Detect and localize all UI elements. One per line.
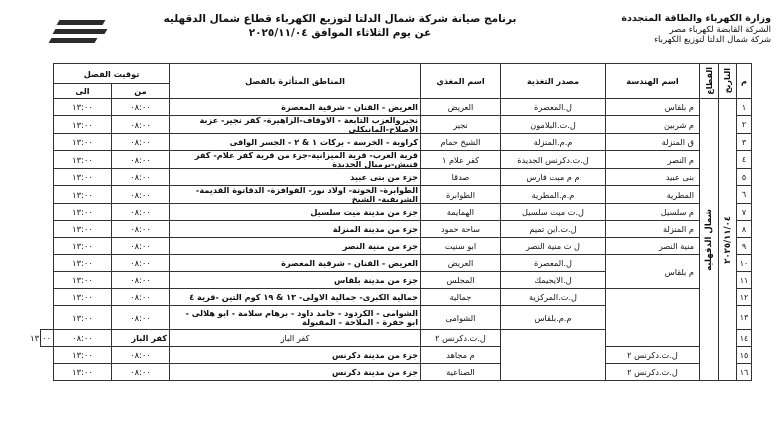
time-to-cell: ١٣:٠٠ bbox=[53, 238, 111, 255]
feed-source-cell: م م ميت فارس bbox=[501, 169, 606, 186]
time-from-cell: ٠٨:٠٠ bbox=[112, 99, 170, 116]
table-row bbox=[41, 238, 752, 255]
feeder-cell: الشوامى bbox=[421, 306, 501, 330]
time-from-cell: ٠٨:٠٠ bbox=[112, 186, 170, 204]
time-to-cell: ١٣:٠٠ bbox=[53, 289, 111, 306]
time-to-cell: ١٣:٠٠ bbox=[53, 221, 111, 238]
feed-source-cell: ل.ت.ابن تميم bbox=[501, 221, 606, 238]
feeder-cell: كفر علام ١ bbox=[421, 151, 501, 169]
feed-source-cell: ل.ت ميت سلسيل bbox=[501, 204, 606, 221]
row-number: ١٣ bbox=[737, 306, 752, 330]
time-from-cell: ٠٨:٠٠ bbox=[112, 347, 170, 364]
table-row bbox=[41, 116, 752, 134]
time-to-cell: ١٣:٠٠ bbox=[41, 330, 54, 347]
col-header-engineering: اسم الهندسة bbox=[606, 64, 700, 99]
feeder-cell: كفر الباز bbox=[170, 330, 421, 347]
row-number: ١١ bbox=[737, 272, 752, 289]
feeder-cell: ابو سنيت bbox=[421, 238, 501, 255]
engineering-cell: م سلسيل bbox=[606, 204, 700, 221]
feed-source-cell: ل.المعصرة bbox=[501, 255, 606, 272]
col-header-sector: القطاع bbox=[700, 64, 719, 99]
feed-source-cell: ل.ت.دكرنس ٢ bbox=[606, 364, 700, 381]
feed-source-cell: ل ت منية النصر bbox=[501, 238, 606, 255]
org-line-1: وزارة الكهرباء والطاقة المتجددة bbox=[621, 13, 771, 24]
affected-areas-cell: الشوامى - الكردود - حامد داود - برهام سلامة - ابو هلالى - ابو حفرة - الملاحة - المقبولة bbox=[170, 306, 421, 330]
time-to-cell: ١٣:٠٠ bbox=[53, 186, 111, 204]
table-row bbox=[41, 204, 752, 221]
row-number: ٦ bbox=[737, 186, 752, 204]
row-number: ٤ bbox=[737, 151, 752, 169]
title-line-1: برنامج صيانة شركة شمال الدلتا لتوزيع الكهرباء قطاع شمال الدقهليه bbox=[163, 13, 517, 25]
col-header-feeder: اسم المغذي bbox=[421, 64, 501, 99]
row-number: ١٥ bbox=[737, 347, 752, 364]
time-from-cell: ٠٨:٠٠ bbox=[112, 134, 170, 151]
engineering-cell: م بلقاس bbox=[606, 255, 700, 289]
table-row bbox=[41, 347, 752, 364]
maintenance-schedule-table bbox=[30, 63, 752, 381]
time-to-cell: ١٣:٠٠ bbox=[53, 255, 111, 272]
row-number: ٣ bbox=[737, 134, 752, 151]
affected-areas-cell: جزء من منية النصر bbox=[170, 238, 421, 255]
sector-cell bbox=[700, 99, 719, 381]
affected-areas-cell: العريض - القنان - شرقية المعصرة bbox=[170, 99, 421, 116]
feeder-cell: جمالية bbox=[421, 289, 501, 306]
affected-areas-cell: جزء من مدينة دكرنس bbox=[170, 347, 421, 364]
feeder-cell: العريض bbox=[421, 99, 501, 116]
affected-areas-cell: نجيروالعزب التابعة - الاوقاف-الزاهيرة- كفر نجير- عزبة الاصلاح-المانيكلى bbox=[170, 116, 421, 134]
time-from-cell: ٠٨:٠٠ bbox=[112, 255, 170, 272]
affected-areas-cell: كراوية - الخرسة - بركات ١ & ٢ - الجسر الواقى bbox=[170, 134, 421, 151]
table-row bbox=[41, 169, 752, 186]
feed-source-cell: ل.ت.دكرنس ٢ bbox=[606, 347, 700, 364]
date-cell bbox=[719, 99, 737, 381]
affected-areas-cell: الطوابرة- الحوتة- اولاد نور- الفوافزة- الدقاتوة القديمة- الشريفية- الشيخ bbox=[170, 186, 421, 204]
organization-block bbox=[591, 14, 771, 46]
feed-source-cell: ل.الايجيمك bbox=[501, 272, 606, 289]
row-number: ٢ bbox=[737, 116, 752, 134]
col-header-date: التاريخ bbox=[719, 64, 737, 99]
time-to-cell: ١٣:٠٠ bbox=[53, 347, 111, 364]
time-to-cell: ١٣:٠٠ bbox=[53, 151, 111, 169]
feed-source-cell: م.م.المنزلة bbox=[501, 134, 606, 151]
feed-source-cell: ل.ت.دكرنس الجديدة bbox=[501, 151, 606, 169]
company-logo bbox=[52, 16, 122, 50]
row-number: ١ bbox=[737, 99, 752, 116]
engineering-cell: م شربين bbox=[606, 116, 700, 134]
feeder-cell: م مجاهد bbox=[421, 347, 501, 364]
title-line-2: عن يوم الثلاثاء الموافق ٢٠٢٥/١١/٠٤ bbox=[248, 27, 432, 39]
engineering-cell: م المنزلة bbox=[606, 221, 700, 238]
time-to-cell: ١٣:٠٠ bbox=[53, 99, 111, 116]
time-to-cell: ١٣:٠٠ bbox=[53, 134, 111, 151]
time-from-cell: ٠٨:٠٠ bbox=[112, 204, 170, 221]
document-title bbox=[150, 12, 530, 40]
time-from-cell: ٠٨:٠٠ bbox=[112, 289, 170, 306]
affected-areas-cell: جزء من مدينة بلقاس bbox=[170, 272, 421, 289]
feeder-cell: ساحة حمود bbox=[421, 221, 501, 238]
affected-areas-cell: كفر الباز bbox=[112, 330, 170, 347]
row-number: ٥ bbox=[737, 169, 752, 186]
affected-areas-cell: جزء من مدينة دكرنس bbox=[170, 364, 421, 381]
feed-source-cell: ل.ت.دكرنس ٢ bbox=[421, 330, 501, 347]
feeder-cell: نجير bbox=[421, 116, 501, 134]
feeder-cell: الهمايمة bbox=[421, 204, 501, 221]
time-from-cell: ٠٨:٠٠ bbox=[112, 238, 170, 255]
time-from-cell: ٠٨:٠٠ bbox=[112, 169, 170, 186]
col-header-from: من bbox=[112, 84, 170, 99]
affected-areas-cell: جمالية الكبرى- جمالية الاولى- ١٣ & ١٩ كوم التين -قرية ٤ bbox=[170, 289, 421, 306]
time-to-cell: ١٣:٠٠ bbox=[53, 306, 111, 330]
engineering-cell: م بلقاس bbox=[606, 99, 700, 116]
feed-source-cell: ل.المعصرة bbox=[501, 99, 606, 116]
table-row bbox=[41, 134, 752, 151]
time-to-cell: ١٣:٠٠ bbox=[53, 204, 111, 221]
engineering-cell: بنى عبيد bbox=[606, 169, 700, 186]
engineering-cell: ق المنزلة bbox=[606, 134, 700, 151]
time-from-cell: ٠٨:٠٠ bbox=[112, 151, 170, 169]
row-number: ٧ bbox=[737, 204, 752, 221]
feed-source-cell: ل.ت.المركزية bbox=[501, 289, 606, 306]
time-from-cell: ٠٨:٠٠ bbox=[112, 364, 170, 381]
time-from-cell: ٠٨:٠٠ bbox=[112, 272, 170, 289]
time-to-cell: ١٣:٠٠ bbox=[53, 169, 111, 186]
table-row bbox=[41, 221, 752, 238]
engineering-cell bbox=[606, 289, 700, 347]
row-number: ١٦ bbox=[737, 364, 752, 381]
feeder-cell: الصناعية bbox=[421, 364, 501, 381]
affected-areas-cell: جزء من بنى عبيد bbox=[170, 169, 421, 186]
affected-areas-cell: جزء من مدينة ميت سلسيل bbox=[170, 204, 421, 221]
affected-areas-cell: جزء من مدينة المنزلة bbox=[170, 221, 421, 238]
time-from-cell: ٠٨:٠٠ bbox=[112, 221, 170, 238]
row-number: ١٤ bbox=[737, 330, 752, 347]
feeder-cell: صدقا bbox=[421, 169, 501, 186]
table-row bbox=[41, 151, 752, 169]
feed-source-cell: ل.ت.البلامون bbox=[501, 116, 606, 134]
feed-source-cell: م.م.بلقاس bbox=[501, 306, 606, 330]
sector-value: شمال الدقهليه bbox=[704, 208, 714, 271]
engineering-cell: المطرية bbox=[606, 186, 700, 204]
row-number: ٩ bbox=[737, 238, 752, 255]
time-from-cell: ٠٨:٠٠ bbox=[112, 116, 170, 134]
table-row bbox=[41, 364, 752, 381]
org-line-3: شركة شمال الدلتا لتوزيع الكهرباء bbox=[654, 35, 771, 45]
time-to-cell: ١٣:٠٠ bbox=[53, 364, 111, 381]
affected-areas-cell: قرية العرب- قرية الميزانية-جزء من قرية كفر علام- كفر قنيش-برمبال الجديدة bbox=[170, 151, 421, 169]
engineering-cell bbox=[501, 330, 606, 381]
col-header-areas: المناطق المتأثرة بالفصل bbox=[170, 64, 421, 99]
time-to-cell: ١٣:٠٠ bbox=[53, 272, 111, 289]
feeder-cell: الطوابرة bbox=[421, 186, 501, 204]
col-header-feed-source: مصدر التغذية bbox=[501, 64, 606, 99]
col-header-cut-time: توقيت الفصل bbox=[53, 64, 169, 84]
feeder-cell: المجلس bbox=[421, 272, 501, 289]
time-to-cell: ١٣:٠٠ bbox=[53, 116, 111, 134]
time-from-cell: ٠٨:٠٠ bbox=[53, 330, 111, 347]
engineering-cell: منية النصر bbox=[606, 238, 700, 255]
col-header-to: الى bbox=[53, 84, 111, 99]
row-number: ١٠ bbox=[737, 255, 752, 272]
feed-source-cell: م.م.المطرية bbox=[501, 186, 606, 204]
date-value: ٢٠٢٥/١١/٠٤ bbox=[722, 215, 733, 264]
table-row bbox=[41, 99, 752, 116]
org-line-2: الشركة القابضة لكهرباء مصر bbox=[669, 24, 771, 35]
affected-areas-cell: العريض - القنان - شرقية المعصرة bbox=[170, 255, 421, 272]
row-number: ٨ bbox=[737, 221, 752, 238]
col-header-num: م bbox=[737, 64, 752, 99]
engineering-cell: م النصر bbox=[606, 151, 700, 169]
table-row bbox=[41, 186, 752, 204]
row-number: ١٢ bbox=[737, 289, 752, 306]
feeder-cell: العريض bbox=[421, 255, 501, 272]
feeder-cell: الشيخ حمام bbox=[421, 134, 501, 151]
table-row bbox=[41, 255, 752, 272]
table-row bbox=[41, 289, 752, 306]
time-from-cell: ٠٨:٠٠ bbox=[112, 306, 170, 330]
